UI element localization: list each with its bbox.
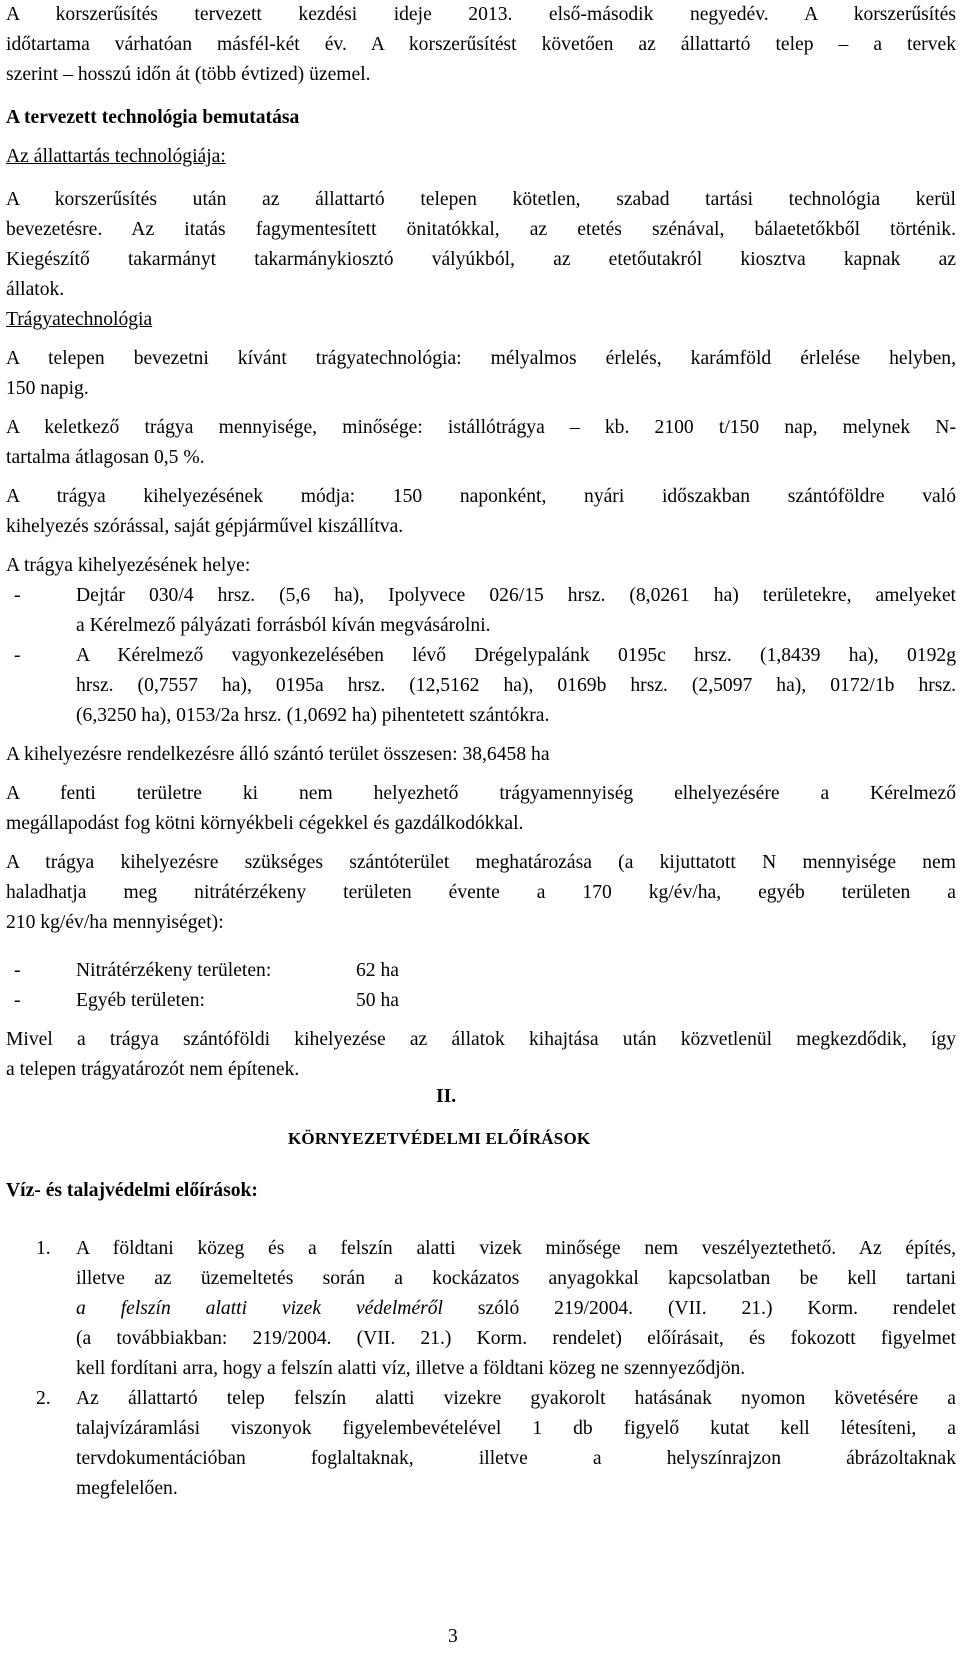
manure-paragraph-7 [6, 1025, 956, 1085]
summary-label: Nitrátérzékeny területen: [76, 960, 272, 981]
text-line: talajvízáramlási viszonyok figyelembevételével 1 db figyelő kutat kell létesíteni, a [76, 1418, 956, 1439]
manure-paragraph-3 [6, 482, 956, 542]
text-line: (6,3250 ha), 0153/2a hrsz. (1,0692 ha) pihentetett szántókra. [76, 705, 550, 726]
text-line: időtartama várhatóan másfél-két év. A korszerűsítést követően az állattartó telep – a tervek [6, 34, 956, 55]
text-line: A fenti területre ki nem helyezhető trágyamennyiség elhelyezésére a Kérelmező [6, 783, 956, 804]
summary-row-other [6, 986, 956, 1016]
text-line: A telepen bevezetni kívánt trágyatechnológia: mélyalmos érlelés, karámföld érlelése helyben, [6, 348, 956, 369]
text-line: a Kérelmező pályázati forrásból kíván megvásárolni. [76, 615, 491, 636]
text-line: hrsz. (0,7557 ha), 0195a hrsz. (12,5162 ha), 0169b hrsz. (2,5097 ha), 0172/1b hrsz. [76, 675, 956, 696]
chapter-title: KÖRNYEZETVÉDELMI ELŐÍRÁSOK [288, 1129, 591, 1148]
manure-paragraph-6 [6, 848, 956, 938]
technology-paragraph [6, 185, 956, 305]
text-line: 210 kg/év/ha mennyiséget): [6, 912, 224, 933]
rule-body [76, 1234, 956, 1384]
list-item [6, 641, 956, 731]
text-line: Kiegészítő takarmányt takarmánykiosztó vályúkból, az etetőutakról kiosztva kapnak az [6, 249, 956, 270]
subheading-animal-keeping [6, 142, 956, 172]
text-line: haladhatja meg nitrátérzékeny területen évente a 170 kg/év/ha, egyéb területen a [6, 882, 956, 903]
text-line: 150 napig. [6, 378, 89, 399]
rule-number: 1. [36, 1238, 51, 1259]
intro-paragraph [6, 0, 956, 90]
text-line: A korszerűsítés tervezett kezdési ideje 2013. első-második negyedév. A korszerűsítés [6, 4, 956, 25]
text-line: Az állattartó telep felszín alatti vizekre gyakorolt hatásának nyomon követésére a [76, 1388, 956, 1409]
text-line: A Kérelmező vagyonkezelésében lévő Drégelypalánk 0195c hrsz. (1,8439 ha), 0192g [76, 645, 956, 666]
text-line: megfelelően. [76, 1478, 178, 1499]
text-line: bevezetésre. Az itatás fagymentesített önitatókkal, az etetés szénával, bálaetetőkből történik. [6, 219, 956, 240]
text-line: (a továbbiakban: 219/2004. (VII. 21.) Korm. rendelet) előírásait, és fokozott figyelmet [76, 1328, 956, 1349]
text-line: szerint – hosszú időn át (több évtized) üzemel. [6, 64, 371, 85]
document-body [6, 0, 956, 1085]
law-title: a felszín alatti vizek védelméről [76, 1298, 444, 1319]
section-heading-water-soil: Víz- és talajvédelmi előírások: [6, 1180, 258, 1201]
list-dash: - [14, 960, 21, 981]
summary-value: 50 ha [356, 990, 399, 1011]
text-line: Mivel a trágya szántóföldi kihelyezése az állatok kihajtása után közvetlenül megkezdődik, így [6, 1029, 956, 1050]
text-line: tervdokumentációban foglaltaknak, illetve a helyszínrajzon ábrázoltaknak [76, 1448, 956, 1469]
text-line: megállapodást fog kötni környékbeli cégekkel és gazdálkodókkal. [6, 813, 524, 834]
rule-body [76, 1384, 956, 1504]
text-line: a telepen trágyatározót nem építenek. [6, 1059, 300, 1080]
rule-number: 2. [36, 1388, 51, 1409]
summary-value: 62 ha [356, 960, 399, 981]
text-line: kell fordítani arra, hogy a felszín alatti víz, illetve a földtani közeg ne szennyeződjön. [76, 1358, 746, 1379]
text-line: tartalma átlagosan 0,5 %. [6, 447, 205, 468]
manure-paragraph-5 [6, 779, 956, 839]
text-line: A földtani közeg és a felszín alatti vizek minősége nem veszélyeztethető. Az építés, [76, 1238, 956, 1259]
text-line: Dejtár 030/4 hrsz. (5,6 ha), Ipolyvece 026/15 hrsz. (8,0261 ha) területekre, amelyeket [76, 585, 956, 606]
summary-label: Egyéb területen: [76, 990, 205, 1011]
list-item [6, 581, 956, 641]
total-area-line: A kihelyezésre rendelkezésre álló szántó terület összesen: 38,6458 ha [6, 744, 550, 765]
summary-row-nitrate [6, 956, 956, 986]
section-heading-technology: A tervezett technológia bemutatása [6, 107, 300, 128]
text-line: illetve az üzemeltetés során a kockázatos anyagokkal kapcsolatban be kell tartani [76, 1268, 956, 1289]
text-line: állatok. [6, 279, 65, 300]
subheading-text: Trágyatechnológia [6, 309, 153, 330]
text-line: A trágya kihelyezésre szükséges szántóterület meghatározása (a kijuttatott N mennyisége nem [6, 852, 956, 873]
subheading-manure [6, 305, 956, 335]
list-dash: - [14, 990, 21, 1011]
text-line [76, 1294, 956, 1324]
rule-item-1 [6, 1234, 956, 1384]
text-line: A trágya kihelyezésének módja: 150 naponként, nyári időszakban szántóföldre való [6, 486, 956, 507]
text-line: A keletkező trágya mennyisége, minősége: istállótrágya – kb. 2100 t/150 nap, melynek N- [6, 417, 956, 438]
list-dash: - [14, 645, 21, 666]
list-dash: - [14, 585, 21, 606]
chapter-number: II. [436, 1086, 457, 1107]
subheading-text: Az állattartás technológiája: [6, 146, 226, 167]
area-summary [6, 956, 956, 1016]
placement-list [6, 581, 956, 731]
text-line: A korszerűsítés után az állattartó telepen kötetlen, szabad tartási technológia kerül [6, 189, 956, 210]
manure-paragraph-4: A trágya kihelyezésének helye: [6, 555, 251, 576]
manure-paragraph-1 [6, 344, 956, 404]
manure-paragraph-2 [6, 413, 956, 473]
rule-item-2 [6, 1384, 956, 1504]
law-reference: szóló 219/2004. (VII. 21.) Korm. rendelet [443, 1298, 956, 1319]
text-line: kihelyezés szórással, saját gépjárművel kiszállítva. [6, 516, 404, 537]
page-number: 3 [448, 1626, 458, 1647]
